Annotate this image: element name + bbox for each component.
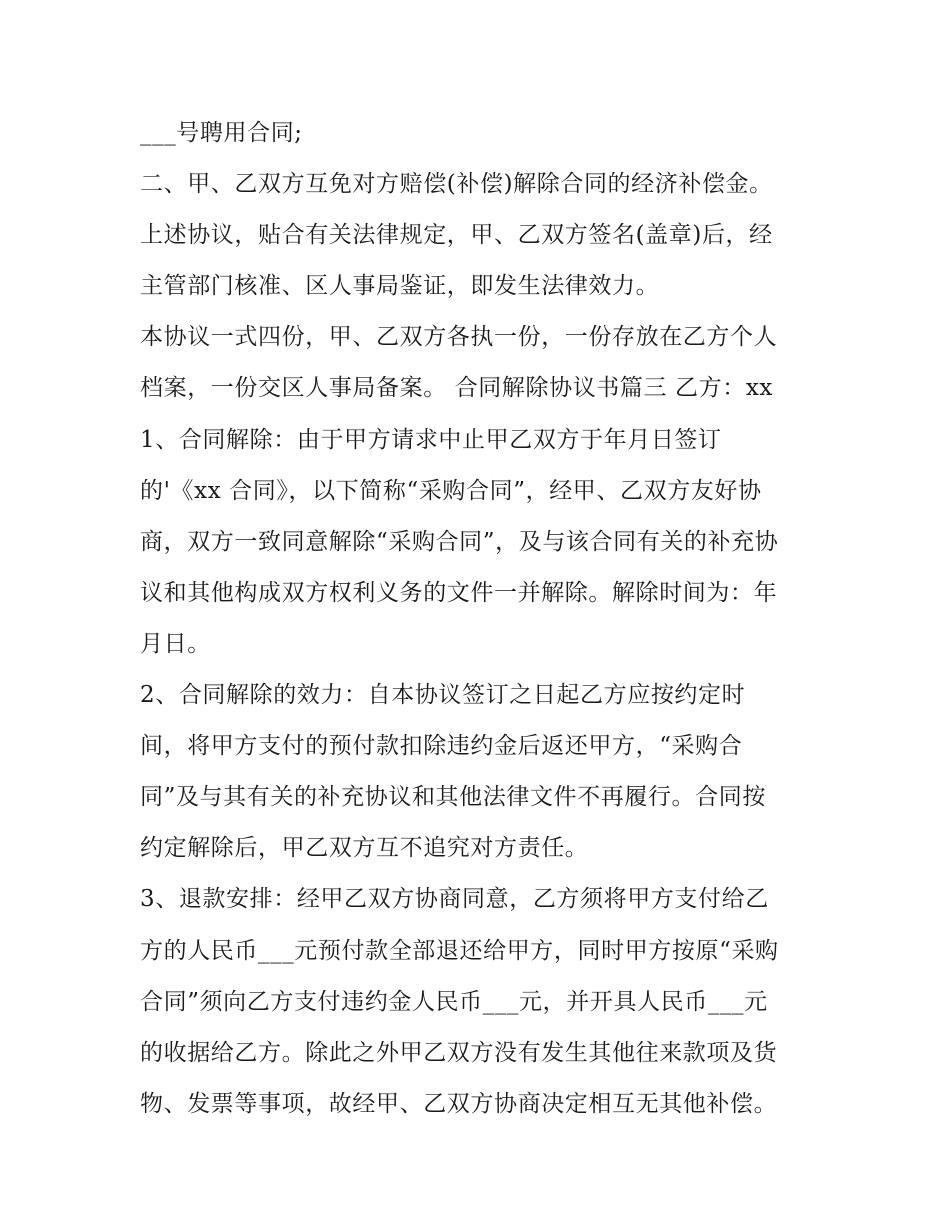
- text-line-15: 约定解除后，甲乙双方互不追究对方责任。: [140, 835, 589, 862]
- text-line-12: 2、合同解除的效力：自本协议签订之日起乙方应按约定时: [140, 682, 746, 709]
- text-line-5: 本协议一式四份，甲、乙双方各执一份，一份存放在乙方个人: [140, 324, 778, 351]
- text-line-8: 的'《xx 合同》，以下简称“采购合同”，经甲、乙双方友好协: [140, 477, 762, 504]
- document-body: [140, 108, 830, 1130]
- text-line-9: 商，双方一致同意解除“采购合同”，及与该合同有关的补充协: [140, 528, 779, 555]
- text-line-16: 3、退款安排：经甲乙双方协商同意，乙方须将甲方支付给乙: [140, 886, 769, 913]
- text-line-14: 同”及与其有关的补充协议和其他法律文件不再履行。合同按: [140, 784, 766, 811]
- text-line-19: 的收据给乙方。除此之外甲乙双方没有发生其他往来款项及货: [140, 1039, 778, 1066]
- text-line-11: 月日。: [140, 630, 211, 657]
- text-line-18: 合同”须向乙方支付违约金人民币___元，并开具人民币___元: [140, 988, 768, 1015]
- text-line-17: 方的人民币___元预付款全部退还给甲方，同时甲方按原“采购: [140, 937, 779, 964]
- text-line-3: 上述协议，贴合有关法律规定，甲、乙双方签名(盖章)后，经: [140, 222, 773, 249]
- text-line-20: 物、发票等事项，故经甲、乙双方协商决定相互无其他补偿。: [140, 1090, 778, 1117]
- text-line-13: 间，将甲方支付的预付款扣除违约金后返还甲方，“采购合: [140, 733, 743, 760]
- text-line-2: 二、甲、乙双方互免对方赔偿(补偿)解除合同的经济补偿金。: [140, 171, 773, 198]
- text-line-6: 档案，一份交区人事局备案。 合同解除协议书篇三 乙方：xx: [140, 375, 773, 402]
- text-line-10: 议和其他构成双方权利义务的文件一并解除。解除时间为：年: [140, 579, 778, 606]
- text-line-7: 1、合同解除：由于甲方请求中止甲乙双方于年月日签订: [140, 426, 722, 453]
- text-line-1: ___号聘用合同;: [140, 120, 303, 146]
- text-line-4: 主管部门核准、区人事局鉴证，即发生法律效力。: [140, 273, 660, 300]
